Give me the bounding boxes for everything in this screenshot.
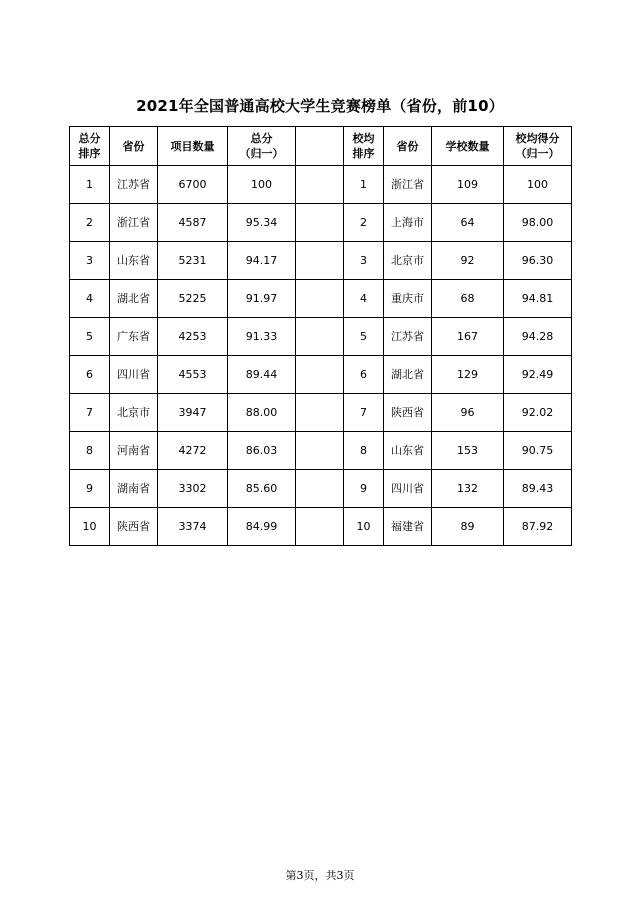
school-count-cell: 96 [432, 394, 504, 432]
gap-cell [296, 356, 344, 394]
table-row [70, 432, 572, 470]
right-province-cell: 福建省 [384, 508, 432, 546]
header-avg-score-line1: 校均得分 [515, 132, 560, 145]
school-count-cell: 167 [432, 318, 504, 356]
table-row [70, 508, 572, 546]
avg-score-cell: 92.02 [504, 394, 572, 432]
right-province-cell: 山东省 [384, 432, 432, 470]
right-province-cell: 江苏省 [384, 318, 432, 356]
project-count-cell: 3947 [158, 394, 228, 432]
right-province-cell: 重庆市 [384, 280, 432, 318]
gap-cell [296, 280, 344, 318]
gap-cell [296, 508, 344, 546]
table-header-row [70, 127, 572, 166]
school-count-cell: 153 [432, 432, 504, 470]
right-province-cell: 湖北省 [384, 356, 432, 394]
right-rank-cell: 2 [344, 204, 384, 242]
left-rank-cell: 10 [70, 508, 110, 546]
gap-cell [296, 432, 344, 470]
school-count-cell: 109 [432, 166, 504, 204]
project-count-cell: 5231 [158, 242, 228, 280]
total-score-cell: 89.44 [228, 356, 296, 394]
header-total-rank-line1: 总分 [78, 132, 101, 145]
total-score-cell: 91.97 [228, 280, 296, 318]
table-row [70, 394, 572, 432]
right-province-cell: 上海市 [384, 204, 432, 242]
header-avg-rank-line2: 排序 [352, 147, 375, 160]
left-rank-cell: 2 [70, 204, 110, 242]
header-left-province: 省份 [110, 127, 158, 166]
school-count-cell: 64 [432, 204, 504, 242]
project-count-cell: 4553 [158, 356, 228, 394]
right-province-cell: 陕西省 [384, 394, 432, 432]
total-score-cell: 86.03 [228, 432, 296, 470]
school-count-cell: 129 [432, 356, 504, 394]
avg-score-cell: 90.75 [504, 432, 572, 470]
header-total-score [228, 127, 296, 166]
project-count-cell: 4587 [158, 204, 228, 242]
avg-score-cell: 92.49 [504, 356, 572, 394]
table-row [70, 166, 572, 204]
left-province-cell: 浙江省 [110, 204, 158, 242]
avg-score-cell: 94.81 [504, 280, 572, 318]
header-avg-rank-line1: 校均 [352, 132, 375, 145]
project-count-cell: 4272 [158, 432, 228, 470]
header-right-province: 省份 [384, 127, 432, 166]
left-province-cell: 湖南省 [110, 470, 158, 508]
header-total-rank [70, 127, 110, 166]
page-footer: 第3页，共3页 [285, 869, 355, 882]
left-province-cell: 湖北省 [110, 280, 158, 318]
ranking-table [69, 126, 572, 546]
school-count-cell: 89 [432, 508, 504, 546]
left-rank-cell: 7 [70, 394, 110, 432]
school-count-cell: 68 [432, 280, 504, 318]
left-province-cell: 江苏省 [110, 166, 158, 204]
page-title: 2021年全国普通高校大学生竞赛榜单（省份，前10） [136, 97, 504, 115]
gap-cell [296, 166, 344, 204]
left-rank-cell: 3 [70, 242, 110, 280]
right-rank-cell: 3 [344, 242, 384, 280]
left-rank-cell: 1 [70, 166, 110, 204]
table-row [70, 204, 572, 242]
right-rank-cell: 10 [344, 508, 384, 546]
total-score-cell: 100 [228, 166, 296, 204]
project-count-cell: 3374 [158, 508, 228, 546]
avg-score-cell: 98.00 [504, 204, 572, 242]
header-avg-rank [344, 127, 384, 166]
school-count-cell: 132 [432, 470, 504, 508]
avg-score-cell: 100 [504, 166, 572, 204]
header-avg-score [504, 127, 572, 166]
total-score-cell: 94.17 [228, 242, 296, 280]
total-score-cell: 95.34 [228, 204, 296, 242]
right-rank-cell: 1 [344, 166, 384, 204]
right-rank-cell: 7 [344, 394, 384, 432]
project-count-cell: 4253 [158, 318, 228, 356]
project-count-cell: 3302 [158, 470, 228, 508]
avg-score-cell: 94.28 [504, 318, 572, 356]
table-row [70, 318, 572, 356]
project-count-cell: 6700 [158, 166, 228, 204]
header-total-score-line2: （归一） [239, 147, 284, 160]
right-province-cell: 四川省 [384, 470, 432, 508]
right-province-cell: 北京市 [384, 242, 432, 280]
school-count-cell: 92 [432, 242, 504, 280]
gap-cell [296, 470, 344, 508]
right-rank-cell: 5 [344, 318, 384, 356]
left-province-cell: 河南省 [110, 432, 158, 470]
right-rank-cell: 4 [344, 280, 384, 318]
avg-score-cell: 89.43 [504, 470, 572, 508]
left-province-cell: 北京市 [110, 394, 158, 432]
left-province-cell: 陕西省 [110, 508, 158, 546]
total-score-cell: 85.60 [228, 470, 296, 508]
gap-cell [296, 394, 344, 432]
left-province-cell: 广东省 [110, 318, 158, 356]
left-rank-cell: 4 [70, 280, 110, 318]
table-row [70, 470, 572, 508]
avg-score-cell: 87.92 [504, 508, 572, 546]
gap-cell [296, 318, 344, 356]
header-total-score-line1: 总分 [250, 132, 273, 145]
avg-score-cell: 96.30 [504, 242, 572, 280]
right-rank-cell: 6 [344, 356, 384, 394]
right-rank-cell: 9 [344, 470, 384, 508]
left-province-cell: 山东省 [110, 242, 158, 280]
gap-cell [296, 242, 344, 280]
table-body [70, 166, 572, 546]
right-province-cell: 浙江省 [384, 166, 432, 204]
total-score-cell: 88.00 [228, 394, 296, 432]
header-avg-score-line2: （归一） [515, 147, 560, 160]
left-rank-cell: 6 [70, 356, 110, 394]
total-score-cell: 91.33 [228, 318, 296, 356]
header-total-rank-line2: 排序 [78, 147, 101, 160]
left-rank-cell: 5 [70, 318, 110, 356]
header-project-count: 项目数量 [158, 127, 228, 166]
left-rank-cell: 9 [70, 470, 110, 508]
total-score-cell: 84.99 [228, 508, 296, 546]
header-gap [296, 127, 344, 166]
table-row [70, 280, 572, 318]
gap-cell [296, 204, 344, 242]
table-row [70, 242, 572, 280]
project-count-cell: 5225 [158, 280, 228, 318]
right-rank-cell: 8 [344, 432, 384, 470]
header-school-count: 学校数量 [432, 127, 504, 166]
left-rank-cell: 8 [70, 432, 110, 470]
left-province-cell: 四川省 [110, 356, 158, 394]
table-row [70, 356, 572, 394]
